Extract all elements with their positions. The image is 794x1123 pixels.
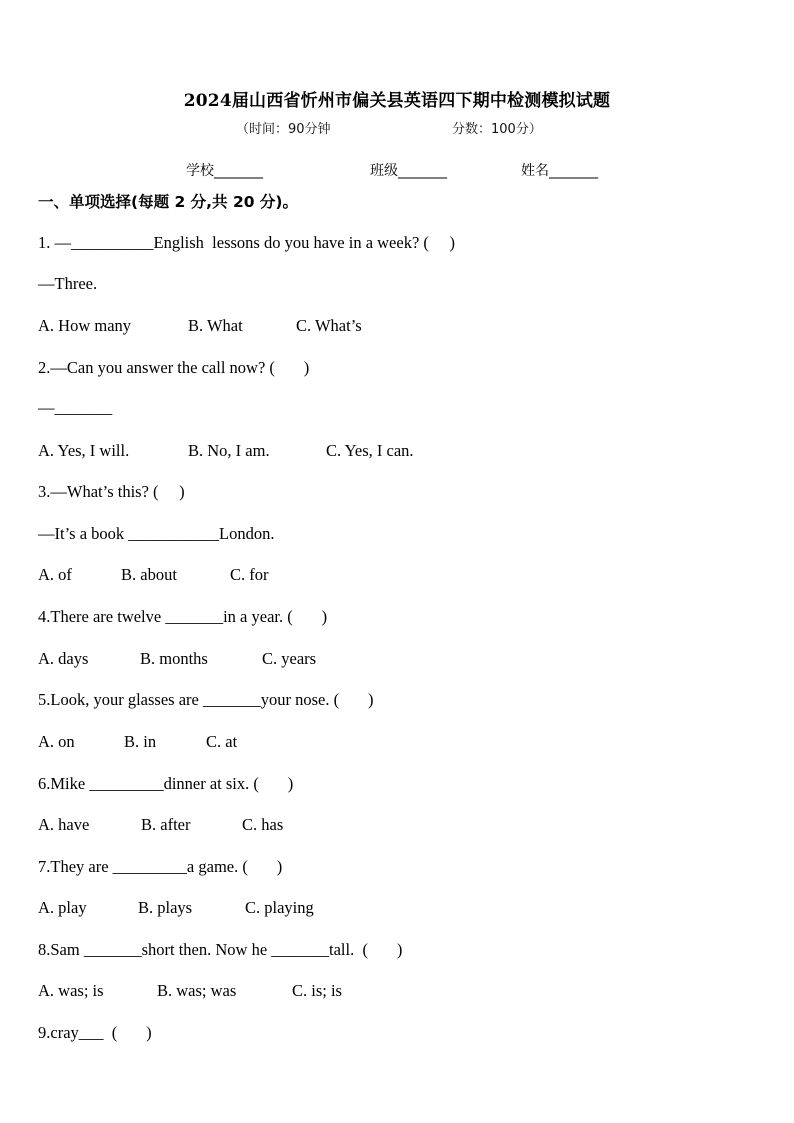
q1-option-a: A. How many: [38, 316, 132, 335]
school-field: 学校_______: [186, 163, 263, 179]
answer-line-2: —_______: [38, 398, 113, 417]
q5-option-b: B. in: [124, 732, 157, 751]
answer-line-3: —It’s a book ___________London.: [38, 524, 275, 543]
q6-option-b: B. after: [141, 815, 191, 834]
answer-line-1: —Three.: [38, 274, 98, 293]
q6-option-c: C. has: [242, 815, 284, 834]
q7-option-c: C. playing: [245, 898, 314, 917]
exam-score: 分数：100分）: [452, 122, 542, 137]
question-8: 8.Sam _______short then. Now he _______tall. ( ): [38, 940, 403, 959]
q4-option-b: B. months: [140, 649, 208, 668]
question-1: 1. —__________English lessons do you have in a week? ( ): [38, 233, 456, 252]
q7-option-b: B. plays: [138, 898, 193, 917]
question-9: 9.cray___ ( ): [38, 1023, 152, 1042]
section-title: 一、单项选择(每题 2 分,共 20 分)。: [38, 193, 298, 211]
q3-option-b: B. about: [121, 565, 177, 584]
q3-option-a: A. of: [38, 565, 72, 584]
q6-option-a: A. have: [38, 815, 90, 834]
q4-option-a: A. days: [38, 649, 89, 668]
q7-option-a: A. play: [38, 898, 87, 917]
class-field: 班级_______: [370, 163, 447, 179]
q2-option-a: A. Yes, I will.: [38, 441, 130, 460]
question-6: 6.Mike _________dinner at six. ( ): [38, 774, 294, 793]
q2-option-c: C. Yes, I can.: [326, 441, 414, 460]
question-7: 7.They are _________a game. ( ): [38, 857, 283, 876]
question-4: 4.There are twelve _______in a year. ( ): [38, 607, 328, 626]
q1-option-b: B. What: [188, 316, 243, 335]
q4-option-c: C. years: [262, 649, 317, 668]
question-3: 3.—What’s this? ( ): [38, 482, 185, 501]
name-field: 姓名_______: [521, 163, 598, 179]
q1-option-c: C. What’s: [296, 316, 362, 335]
q2-option-b: B. No, I am.: [188, 441, 270, 460]
q5-option-a: A. on: [38, 732, 75, 751]
exam-title: 2024届山西省忻州市偏关县英语四下期中检测模拟试题: [183, 91, 611, 111]
question-2: 2.—Can you answer the call now? ( ): [38, 358, 310, 377]
exam-time: （时间：90分钟: [236, 122, 331, 137]
q3-option-c: C. for: [230, 565, 269, 584]
q8-option-b: B. was; was: [157, 981, 237, 1000]
q5-option-c: C. at: [206, 732, 238, 751]
q8-option-c: C. is; is: [292, 981, 342, 1000]
q8-option-a: A. was; is: [38, 981, 104, 1000]
question-5: 5.Look, your glasses are _______your nose. ( ): [38, 690, 374, 709]
